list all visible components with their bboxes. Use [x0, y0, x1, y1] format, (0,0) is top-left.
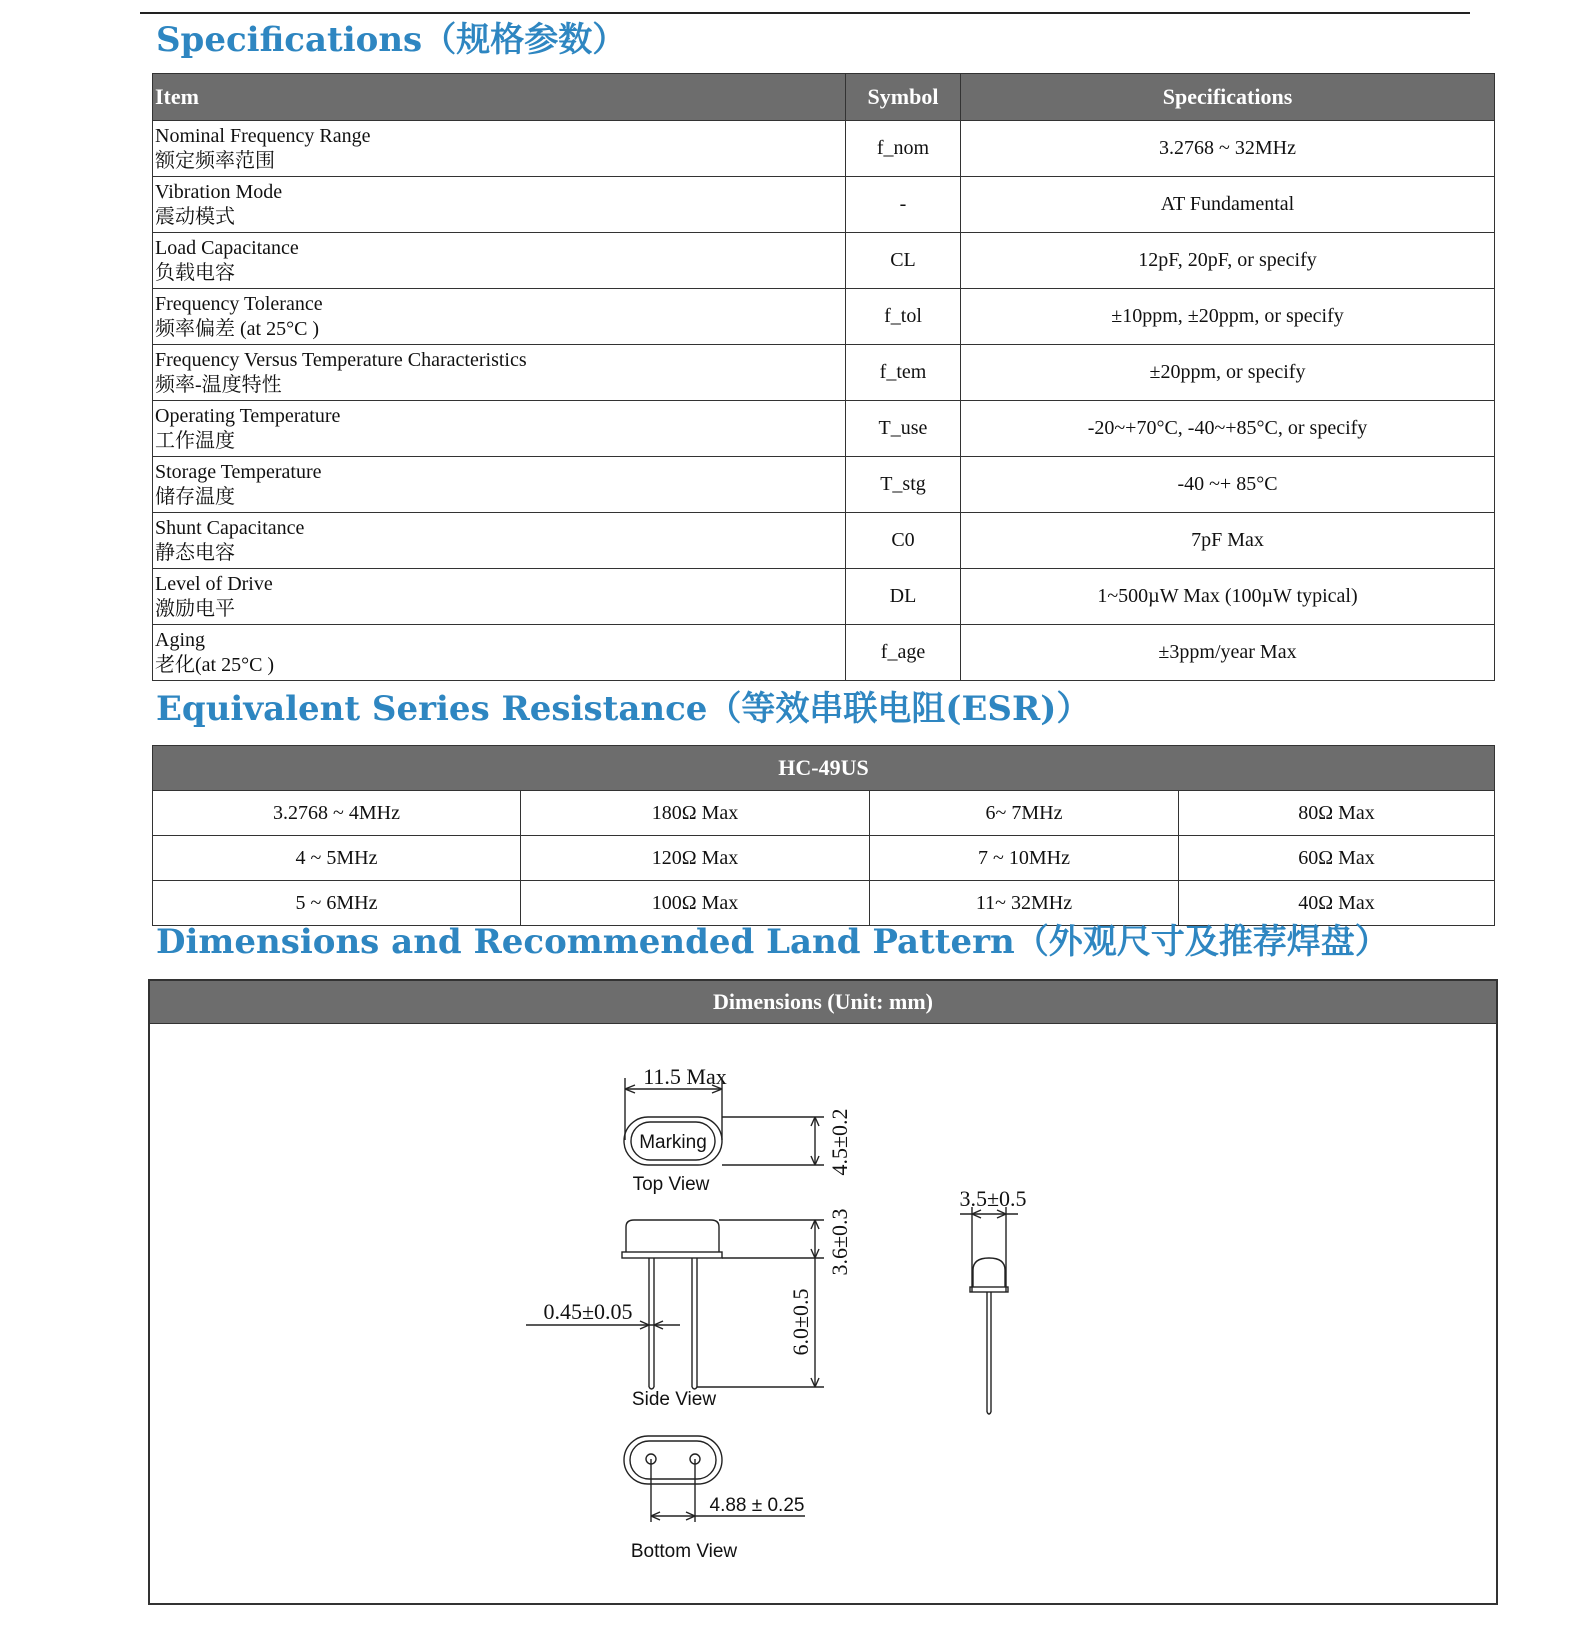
bottom-view-label: Bottom View — [630, 1541, 738, 1562]
spec-value-cell: ±3ppm/year Max — [961, 625, 1495, 681]
side-view-label: Side View — [631, 1389, 717, 1410]
esr-resistance-cell: 100Ω Max — [521, 881, 870, 926]
esr-row — [153, 836, 1495, 881]
item-name-cn: 频率偏差 (at 25°C ) — [155, 317, 320, 340]
dimensions-title: Dimensions and Recommended Land Pattern（外观尺寸及推荐焊盘） — [156, 922, 1389, 962]
item-name-cn: 震动模式 — [155, 205, 235, 228]
spec-symbol-cell: f_nom — [846, 121, 961, 177]
thickness-label: 3.5±0.5 — [959, 1186, 1027, 1211]
spec-value-cell: 3.2768 ~ 32MHz — [961, 121, 1495, 177]
crystal-dimension-drawing — [150, 981, 1496, 1603]
spec-symbol-cell: - — [846, 177, 961, 233]
item-name-cn: 负载电容 — [155, 261, 235, 284]
item-name-cn: 频率-温度特性 — [155, 373, 282, 396]
item-name-en: Shunt Capacitance — [155, 516, 305, 539]
esr-frequency-cell: 3.2768 ~ 4MHz — [153, 791, 521, 836]
spec-item-cell — [153, 513, 846, 569]
spec-value-cell: ±10ppm, ±20ppm, or specify — [961, 289, 1495, 345]
pitch-label: 4.88 ± 0.25 — [709, 1495, 805, 1516]
esr-row — [153, 881, 1495, 926]
item-name-cn: 储存温度 — [155, 485, 235, 508]
spec-item-cell — [153, 569, 846, 625]
header-specifications: Specifications — [961, 74, 1495, 121]
esr-row — [153, 791, 1495, 836]
spec-value-cell: 7pF Max — [961, 513, 1495, 569]
esr-header: HC-49US — [153, 746, 1495, 791]
item-name-en: Operating Temperature — [155, 404, 341, 427]
spec-symbol-cell: T_stg — [846, 457, 961, 513]
esr-frequency-cell: 7 ~ 10MHz — [870, 836, 1179, 881]
spec-value-cell: -40 ~+ 85°C — [961, 457, 1495, 513]
item-name-cn: 工作温度 — [155, 429, 235, 452]
spec-item-cell — [153, 177, 846, 233]
spec-row — [153, 345, 1495, 401]
spec-item-cell — [153, 401, 846, 457]
spec-symbol-cell: DL — [846, 569, 961, 625]
item-name-en: Nominal Frequency Range — [155, 124, 371, 147]
esr-resistance-cell: 80Ω Max — [1179, 791, 1495, 836]
lead-diameter-label: 0.45±0.05 — [543, 1299, 633, 1324]
width-label: 11.5 Max — [643, 1064, 727, 1089]
esr-title: Equivalent Series Resistance（等效串联电阻(ESR)） — [156, 689, 1091, 729]
spec-row — [153, 289, 1495, 345]
spec-value-cell: 12pF, 20pF, or specify — [961, 233, 1495, 289]
esr-table — [152, 745, 1495, 926]
esr-resistance-cell: 180Ω Max — [521, 791, 870, 836]
spec-value-cell: 1~500µW Max (100µW typical) — [961, 569, 1495, 625]
item-name-en: Frequency Versus Temperature Characteristics — [155, 348, 527, 371]
esr-frequency-cell: 5 ~ 6MHz — [153, 881, 521, 926]
spec-row — [153, 177, 1495, 233]
item-name-en: Storage Temperature — [155, 460, 322, 483]
esr-resistance-cell: 120Ω Max — [521, 836, 870, 881]
item-name-en: Load Capacitance — [155, 236, 299, 259]
spec-row — [153, 401, 1495, 457]
spec-symbol-cell: f_age — [846, 625, 961, 681]
item-name-en: Vibration Mode — [155, 180, 283, 203]
top-height-label: 4.5±0.2 — [827, 1108, 852, 1176]
spec-row — [153, 233, 1495, 289]
body-height-label: 3.6±0.3 — [827, 1208, 852, 1276]
dimensions-panel — [148, 979, 1498, 1605]
specifications-title: Specifications（规格参数） — [156, 20, 627, 60]
header-item: Item — [153, 74, 846, 121]
end-view-drawing — [960, 1207, 1018, 1414]
item-name-cn: 静态电容 — [155, 541, 235, 564]
top-view-label: Top View — [632, 1174, 710, 1195]
spec-item-cell — [153, 233, 846, 289]
spec-value-cell: ±20ppm, or specify — [961, 345, 1495, 401]
spec-item-cell — [153, 289, 846, 345]
item-name-cn: 额定频率范围 — [155, 149, 275, 172]
esr-resistance-cell: 40Ω Max — [1179, 881, 1495, 926]
item-name-cn: 激励电平 — [155, 597, 235, 620]
spec-row — [153, 513, 1495, 569]
spec-symbol-cell: CL — [846, 233, 961, 289]
spec-row — [153, 569, 1495, 625]
spec-row — [153, 625, 1495, 681]
item-name-cn: 老化(at 25°C ) — [155, 653, 275, 676]
esr-frequency-cell: 6~ 7MHz — [870, 791, 1179, 836]
spec-symbol-cell: T_use — [846, 401, 961, 457]
spec-item-cell — [153, 121, 846, 177]
item-name-en: Frequency Tolerance — [155, 292, 323, 315]
spec-item-cell — [153, 345, 846, 401]
esr-frequency-cell: 11~ 32MHz — [870, 881, 1179, 926]
spec-row — [153, 121, 1495, 177]
item-name-en: Aging — [155, 628, 205, 651]
lead-length-label: 6.0±0.5 — [788, 1288, 813, 1356]
spec-value-cell: -20~+70°C, -40~+85°C, or specify — [961, 401, 1495, 457]
spec-value-cell: AT Fundamental — [961, 177, 1495, 233]
esr-frequency-cell: 4 ~ 5MHz — [153, 836, 521, 881]
header-symbol: Symbol — [846, 74, 961, 121]
dimensions-header: Dimensions (Unit: mm) — [150, 981, 1496, 1024]
spec-header-row — [153, 74, 1495, 121]
spec-item-cell — [153, 625, 846, 681]
item-name-en: Level of Drive — [155, 572, 273, 595]
spec-row — [153, 457, 1495, 513]
spec-symbol-cell: f_tol — [846, 289, 961, 345]
esr-resistance-cell: 60Ω Max — [1179, 836, 1495, 881]
spec-item-cell — [153, 457, 846, 513]
top-divider — [140, 12, 1470, 14]
spec-symbol-cell: f_tem — [846, 345, 961, 401]
spec-symbol-cell: C0 — [846, 513, 961, 569]
marking-label: Marking — [639, 1132, 707, 1153]
specifications-table — [152, 73, 1495, 681]
